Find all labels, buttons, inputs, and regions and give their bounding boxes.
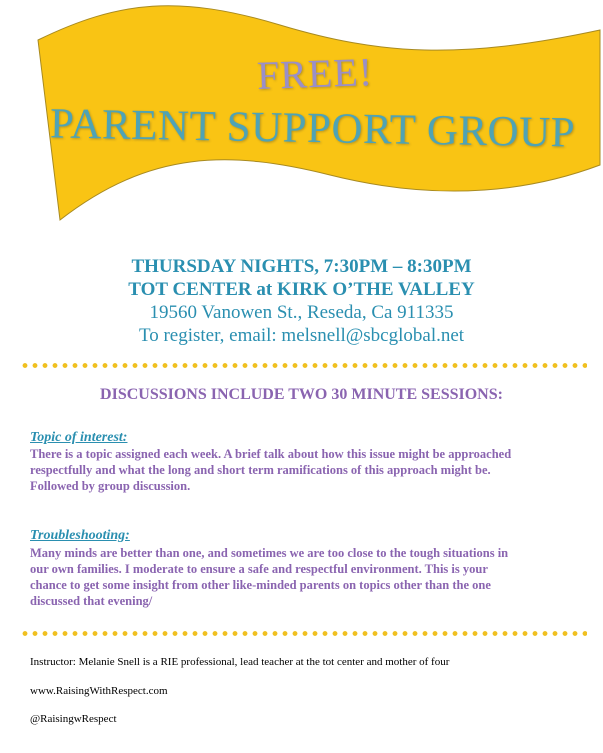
topic-line: respectfully and what the long and short term ramifications of this approach might be. xyxy=(30,463,491,477)
dotted-divider xyxy=(20,363,587,368)
register-email[interactable]: To register, email: melsnell@sbcglobal.net xyxy=(138,325,465,346)
troubleshooting-line: discussed that evening/ xyxy=(30,594,153,608)
topic-line: There is a topic assigned each week. A brief talk about how this issue might be approached xyxy=(30,447,512,461)
discussions-heading: DISCUSSIONS INCLUDE TWO 30 MINUTE SESSIONS: xyxy=(100,386,503,403)
venue: TOT CENTER at KIRK O’THE VALLEY xyxy=(128,279,475,300)
topic-line: Followed by group discussion. xyxy=(30,479,191,493)
free-label: FREE! xyxy=(256,48,374,99)
twitter-handle[interactable]: @RaisingwRespect xyxy=(30,713,117,725)
instructor-note: Instructor: Melanie Snell is a RIE professional, lead teacher at the tot center and mother of four xyxy=(30,656,450,668)
banner-title xyxy=(0,0,603,240)
troubleshooting-line: Many minds are better than one, and sometimes we are too close to the tough situations in xyxy=(30,546,509,560)
schedule: THURSDAY NIGHTS, 7:30PM – 8:30PM xyxy=(131,256,472,277)
troubleshooting-line: our own families. I moderate to ensure a safe and respectful environment. This is your xyxy=(30,562,488,576)
troubleshooting-body xyxy=(30,545,575,609)
topic-body xyxy=(30,446,575,494)
topic-label: Topic of interest: xyxy=(30,430,128,445)
dotted-divider xyxy=(20,631,587,636)
group-title: PARENT SUPPORT GROUP xyxy=(49,100,576,157)
troubleshooting-label: Troubleshooting: xyxy=(30,528,130,543)
troubleshooting-line: chance to get some insight from other like-minded parents on topics other than the one xyxy=(30,578,491,592)
website-link[interactable]: www.RaisingWithRespect.com xyxy=(30,685,168,697)
address: 19560 Vanowen St., Reseda, Ca 911335 xyxy=(149,302,454,323)
